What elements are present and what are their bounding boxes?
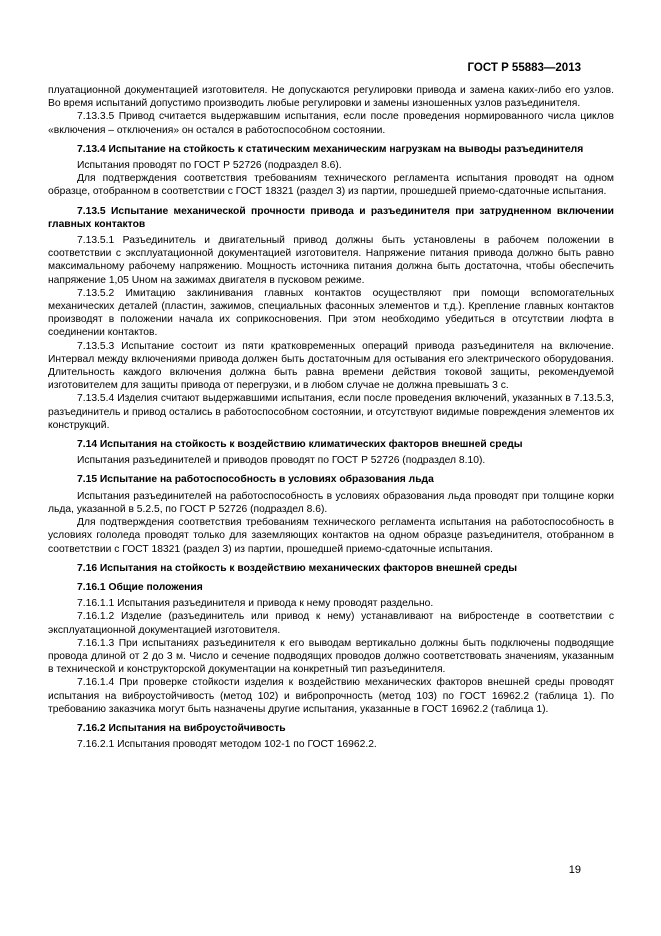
paragraph: Для подтверждения соответствия требованиям технического регламента испытания проводят на одном образце, отобранном в соответствии с ГОСТ 18321 (раздел 3) из партии, прошедшей приемо-сдаточные испытания. xyxy=(48,173,614,198)
section-heading: 7.16 Испытания на стойкость к воздействию механических факторов внешней среды xyxy=(77,562,518,574)
paragraph: плуатационной документацией изготовителя. Не допускаются регулировки привода и замена каких-либо его узлов. Во время испытаний допустимо производить любые регулировки и замены изношенных узлов разъединителя. xyxy=(48,85,614,110)
paragraph: 7.13.5.3 Испытание состоит из пяти кратковременных операций привода разъединителя на включение. Интервал между включениями привода должен быть достаточным для остывания его электрического оборудования. Длительность каждого включения должна быть равна времени действия токовой защиты, рекомендуемой изготовителем для защиты привода от перегрузки, и в любом случае не должна превышать 3 с. xyxy=(48,340,614,392)
paragraph: 7.16.2.1 Испытания проводят методом 102-1 по ГОСТ 16962.2. xyxy=(77,739,377,751)
paragraph: 7.16.1.2 Изделие (разъединитель или привод к нему) устанавливают на вибростенде в соответствии с эксплуатационной документацией изготовителя. xyxy=(48,611,614,636)
paragraph: 7.13.5.1 Разъединитель и двигательный привод должны быть установлены в рабочем положении в соответствии с эксплуатационной документацией изготовителя. Напряжение питания привода должно быть равно максимальному рабочему напряжению. Мощность источника питания должна быть достаточна, чтобы обеспечить напряжение 1,05 Uном на зажимах двигателя в пусковом режиме. xyxy=(48,235,614,286)
section-heading: 7.13.5 Испытание механической прочности привода и разъединителя при затрудненном включении главных контактов xyxy=(48,205,614,230)
paragraph: Для подтверждения соответствия требованиям технического регламента испытания на работоспособность в условиях гололеда проводят только для заземляющих контактов на одном образце разъединителя, отобранном в соответствии с ГОСТ 18321 (раздел 3) из партии, прошедшей приемо-сдаточные испытания. xyxy=(48,517,614,555)
paragraph: 7.16.1.3 При испытаниях разъединителя к его выводам вертикально должны быть подключены подводящие провода длиной от 2 до 3 м. Число и сечение подводящих проводов должно соответствовать значениям, указанным в технической и конструкторской документации на конкретный тип разъединителя. xyxy=(48,637,614,676)
paragraph: 7.13.5.2 Имитацию заклинивания главных контактов осуществляют при помощи вспомогательных механических деталей (пластин, зажимов, специальных фасонных элементов и т.д.). Крепление главных контактов производят в положении начала их соприкосновения. При этом необходимо убедиться в отсутствии люфта в соединении контактов. xyxy=(48,287,614,339)
document-header: ГОСТ Р 55883—2013 xyxy=(467,62,581,74)
paragraph: 7.13.5.4 Изделия считают выдержавшими испытания, если после проведения включений, указанных в 7.13.5.3, разъединитель и привод остались в работоспособном состоянии, и отсутствуют видимые повреждения элементов их конструкций. xyxy=(48,393,614,431)
paragraph: 7.16.1.1 Испытания разъединителя и привода к нему проводят раздельно. xyxy=(77,598,434,610)
paragraph: Испытания разъединителей и приводов проводят по ГОСТ Р 52726 (подраздел 8.10). xyxy=(77,455,486,467)
page-number: 19 xyxy=(568,864,581,876)
paragraph: 7.16.1.4 При проверке стойкости изделия к воздействию механических факторов внешней среды проводят испытания на виброустойчивость (метод 102) и вибропрочность (метод 103) по ГОСТ 16962.2 (таблица 1). По требованию заказчика могут быть назначены другие испытания, указанные в ГОСТ 16962.2 (таблица 1). xyxy=(48,677,614,715)
paragraph: 7.13.3.5 Привод считается выдержавшим испытания, если после проведения нормированного числа циклов «включения – отключения» он остался в работоспособном состоянии. xyxy=(48,111,614,136)
paragraph: Испытания разъединителей на работоспособность в условиях образования льда проводят при толщине корки льда, указанной в 5.2.5, по ГОСТ Р 52726 (подраздел 8.6). xyxy=(48,490,614,515)
section-heading: 7.16.2 Испытания на виброустойчивость xyxy=(77,722,286,734)
document-body xyxy=(48,84,614,751)
section-heading: 7.14 Испытания на стойкость к воздействию климатических факторов внешней среды xyxy=(77,439,523,451)
section-heading: 7.16.1 Общие положения xyxy=(77,581,203,593)
section-heading: 7.15 Испытание на работоспособность в условиях образования льда xyxy=(77,474,434,486)
section-heading: 7.13.4 Испытание на стойкость к статическим механическим нагрузкам на выводы разъединителя xyxy=(77,143,584,155)
paragraph: Испытания проводят по ГОСТ Р 52726 (подраздел 8.6). xyxy=(77,160,342,172)
